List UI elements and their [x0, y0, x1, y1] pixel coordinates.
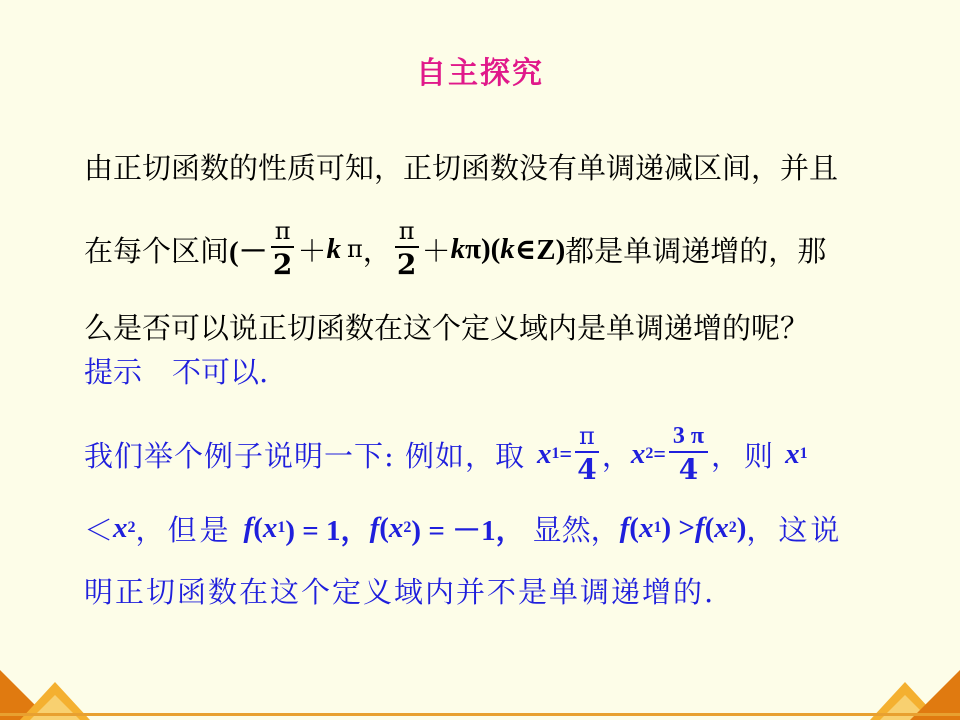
question-line-2: 在每个区间 (－ $\frac{\pi}{2}$ ＋ k π ， $\frac{\pi}{2}$ ＋ k π )( k ∈Z) 都是单调递增的，那 — [84, 217, 827, 281]
fraction-3pi-over-4: $\frac{3 \pi}{4}$ — [669, 421, 708, 487]
bottom-border — [0, 713, 960, 716]
hint-text: 不可以. — [172, 354, 269, 389]
hint-label: 提示 — [84, 354, 143, 389]
fraction-pi-over-2-second: $\frac{\pi}{2}$ — [395, 216, 419, 282]
example-line-2: ＜ x 2 ，但是 f ( x 1 ) = 1， f ( x 2 ) = －1， 显然， f ( x 1 ) > f ( x 2 ) ，这说 — [84, 511, 843, 547]
example-line-1: 我们举个例子说明一下: 例如，取 x 1 = $\frac{\pi}{4}$ ， x 2 = $\frac{3 \pi}{4}$ ，则 x 1 — [84, 422, 808, 486]
hint-line — [84, 340, 268, 400]
fraction-pi-over-2: $\frac{\pi}{2}$ — [271, 216, 295, 282]
corner-triangles-right-icon — [860, 660, 960, 720]
question-line-1: 由正切函数的性质可知，正切函数没有单调递减区间，并且 — [84, 150, 839, 185]
slide-title: 自主探究 — [416, 56, 544, 91]
example-line-3: 明正切函数在这个定义域内并不是单调递增的. — [84, 574, 716, 609]
corner-triangles-left-icon — [0, 660, 90, 720]
fraction-pi-over-4: $\frac{\pi}{4}$ — [575, 421, 599, 487]
question-line-3: 么是否可以说正切函数在这个定义域内是单调递增的呢？ — [84, 310, 810, 345]
